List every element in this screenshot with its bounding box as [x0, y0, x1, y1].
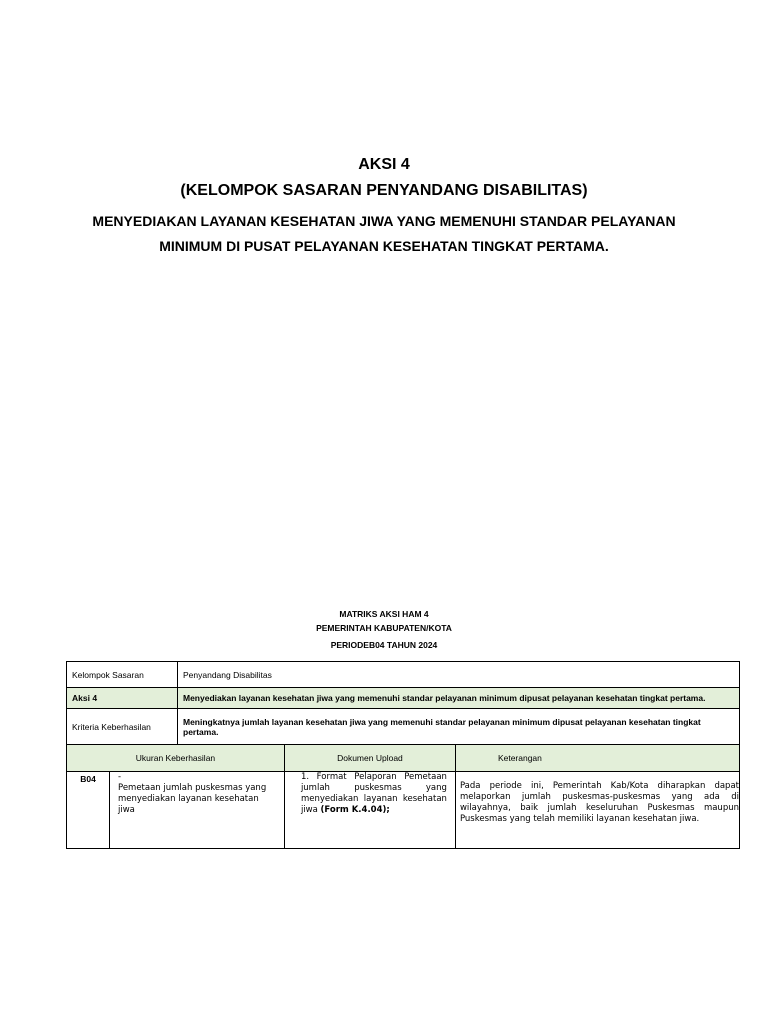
info-row-kelompok	[67, 662, 740, 688]
title-line-3-text: MENYEDIAKAN LAYANAN KESEHATAN JIWA YANG MEMENUHI STANDAR PELAYANAN MINIMUM DI PUSAT PELAYANAN KESEHATAN TINGKAT PERTAMA.	[92, 213, 676, 254]
matrix-table	[66, 744, 740, 849]
info-table	[66, 661, 740, 745]
row-dokumen	[284, 772, 455, 849]
col-keterangan-header: Keterangan	[455, 745, 739, 772]
matrix-subheading: PEMERINTAH KABUPATEN/KOTA	[316, 623, 452, 633]
dokumen-desc: 1. Format Pelaporan Pemetaan jumlah puskesmas yang menyediakan layanan kesehatan jiwa	[300, 772, 447, 815]
ukuran-bullet: -	[118, 772, 122, 782]
info-row-kriteria	[67, 709, 740, 745]
matrix-header-row	[67, 745, 740, 772]
dokumen-form: (Form K.4.04);	[320, 805, 390, 815]
row-code: B04	[67, 772, 110, 849]
kelompok-value: Penyandang Disabilitas	[178, 662, 740, 688]
row-ukuran	[110, 772, 285, 849]
aksi-label: Aksi 4	[67, 688, 178, 709]
title-line-2: (KELOMPOK SASARAN PENYANDANG DISABILITAS)	[180, 182, 588, 199]
title-line-1: AKSI 4	[358, 156, 410, 173]
row-keterangan: Pada periode ini, Pemerintah Kab/Kota diharapkan dapat melaporkan jumlah puskesmas-puskesmas yang ada di wilayahnya, baik jumlah keseluruhan Puskesmas maupun Puskesmas yang telah memiliki layanan kesehatan jiwa.	[455, 772, 739, 849]
matrix-row-b04	[67, 772, 740, 849]
dokumen-text	[301, 772, 447, 816]
matrix-heading: MATRIKS AKSI HAM 4	[339, 609, 429, 619]
aksi-value: Menyediakan layanan kesehatan jiwa yang memenuhi standar pelayanan minimum dipusat pelayanan kesehatan tingkat pertama.	[178, 688, 740, 709]
col-dokumen-header: Dokumen Upload	[284, 745, 455, 772]
ukuran-text: Pemetaan jumlah puskesmas yang menyediakan layanan kesehatan jiwa	[118, 783, 267, 815]
kelompok-label: Kelompok Sasaran	[67, 662, 178, 688]
kriteria-value: Meningkatnya jumlah layanan kesehatan jiwa yang memenuhi standar pelayanan minimum dipusat pelayanan kesehatan tingkat pertama.	[178, 709, 740, 745]
col-ukuran-header: Ukuran Keberhasilan	[67, 745, 285, 772]
kriteria-label: Kriteria Keberhasilan	[67, 709, 178, 745]
title-line-3	[0, 209, 768, 259]
info-row-aksi	[67, 688, 740, 709]
matrix-period: PERIODEB04 TAHUN 2024	[330, 640, 438, 650]
